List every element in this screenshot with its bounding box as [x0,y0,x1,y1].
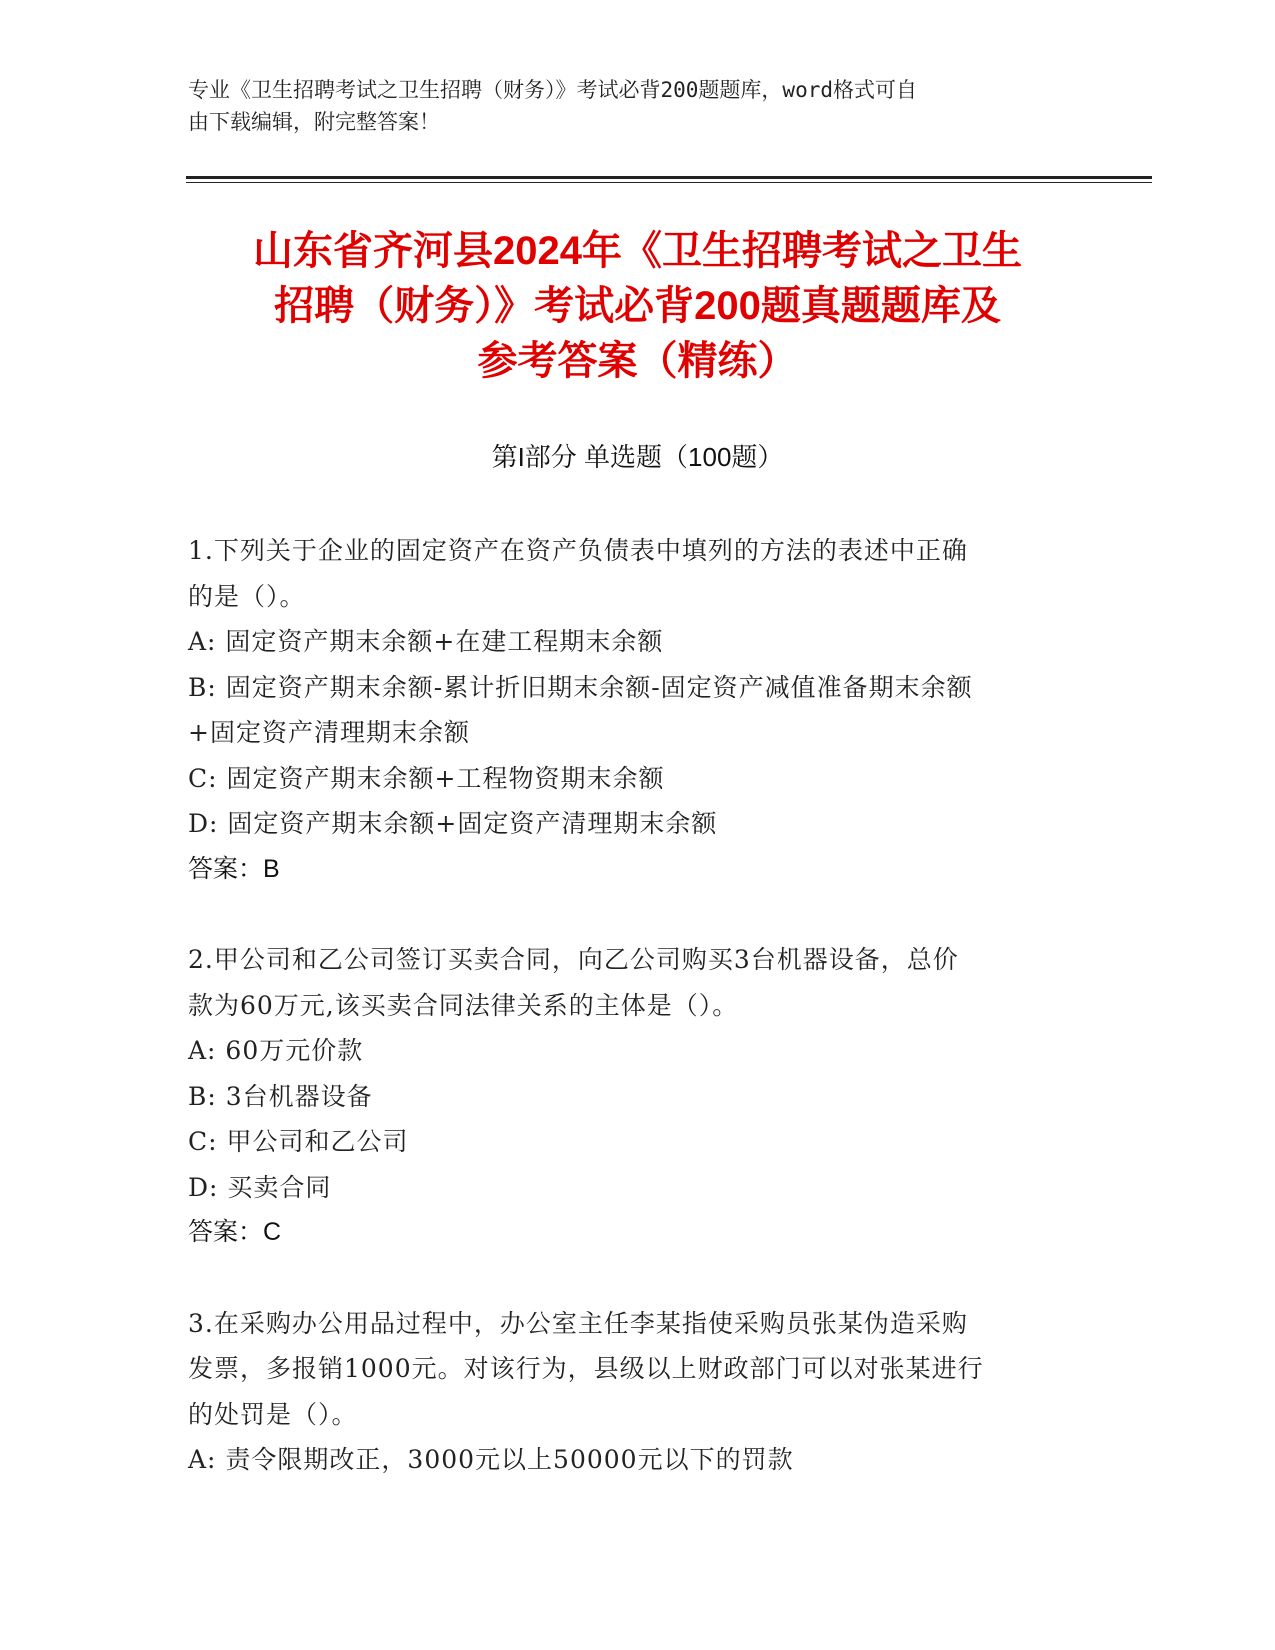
question-stem: 款为60万元,该买卖合同法律关系的主体是（）。 [188,990,739,1020]
option-b-continued: +固定资产清理期末余额 [188,718,470,747]
document-title-line-1: 山东省齐河县2024年《卫生招聘考试之卫生 [253,229,1022,273]
option-d: D: 固定资产期末余额+固定资产清理期末余额 [188,809,718,838]
document-title-line-2: 招聘（财务）》考试必背200题真题题库及 [274,284,1001,328]
question-2 [188,937,1078,1256]
option-a: A: 责令限期改正，3000元以上50000元以下的罚款 [188,1445,794,1474]
header-divider-thick [186,176,1152,179]
document-title-line-3: 参考答案（精练） [477,339,798,383]
answer: 答案：B [188,854,280,883]
section-title: 第I部分 单选题（100题） [491,442,784,472]
option-b: B: 3台机器设备 [188,1081,373,1111]
question-1 [188,528,1078,892]
question-stem: 的处罚是（）。 [188,1399,358,1429]
header-note-line-2: 由下载编辑，附完整答案！ [188,110,440,134]
answer: 答案：C [188,1218,282,1246]
question-stem: 3.在采购办公用品过程中，办公室主任李某指使采购员张某伪造采购 [188,1308,968,1338]
option-a: A: 60万元价款 [188,1036,364,1065]
header-divider-thin [186,182,1152,183]
option-d: D: 买卖合同 [188,1172,332,1202]
document-title [150,224,1125,389]
question-list [188,528,1078,1528]
option-b: B: 固定资产期末余额-累计折旧期末余额-固定资产减值准备期末余额 [188,672,973,702]
question-stem: 2.甲公司和乙公司签订买卖合同，向乙公司购买3台机器设备，总价 [188,945,959,974]
question-stem: 1.下列关于企业的固定资产在资产负债表中填列的方法的表述中正确 [188,536,968,565]
header-note [188,74,1068,138]
question-stem: 发票，多报销1000元。对该行为，县级以上财政部门可以对张某进行 [188,1354,984,1383]
question-3 [188,1301,1078,1483]
header-note-line-1: 专业《卫生招聘考试之卫生招聘（财务）》考试必背200题题库，word格式可自 [188,78,917,102]
option-c: C: 固定资产期末余额+工程物资期末余额 [188,763,665,793]
question-stem: 的是（）。 [188,581,306,611]
option-a: A: 固定资产期末余额+在建工程期末余额 [188,627,664,656]
option-c: C: 甲公司和乙公司 [188,1127,409,1156]
